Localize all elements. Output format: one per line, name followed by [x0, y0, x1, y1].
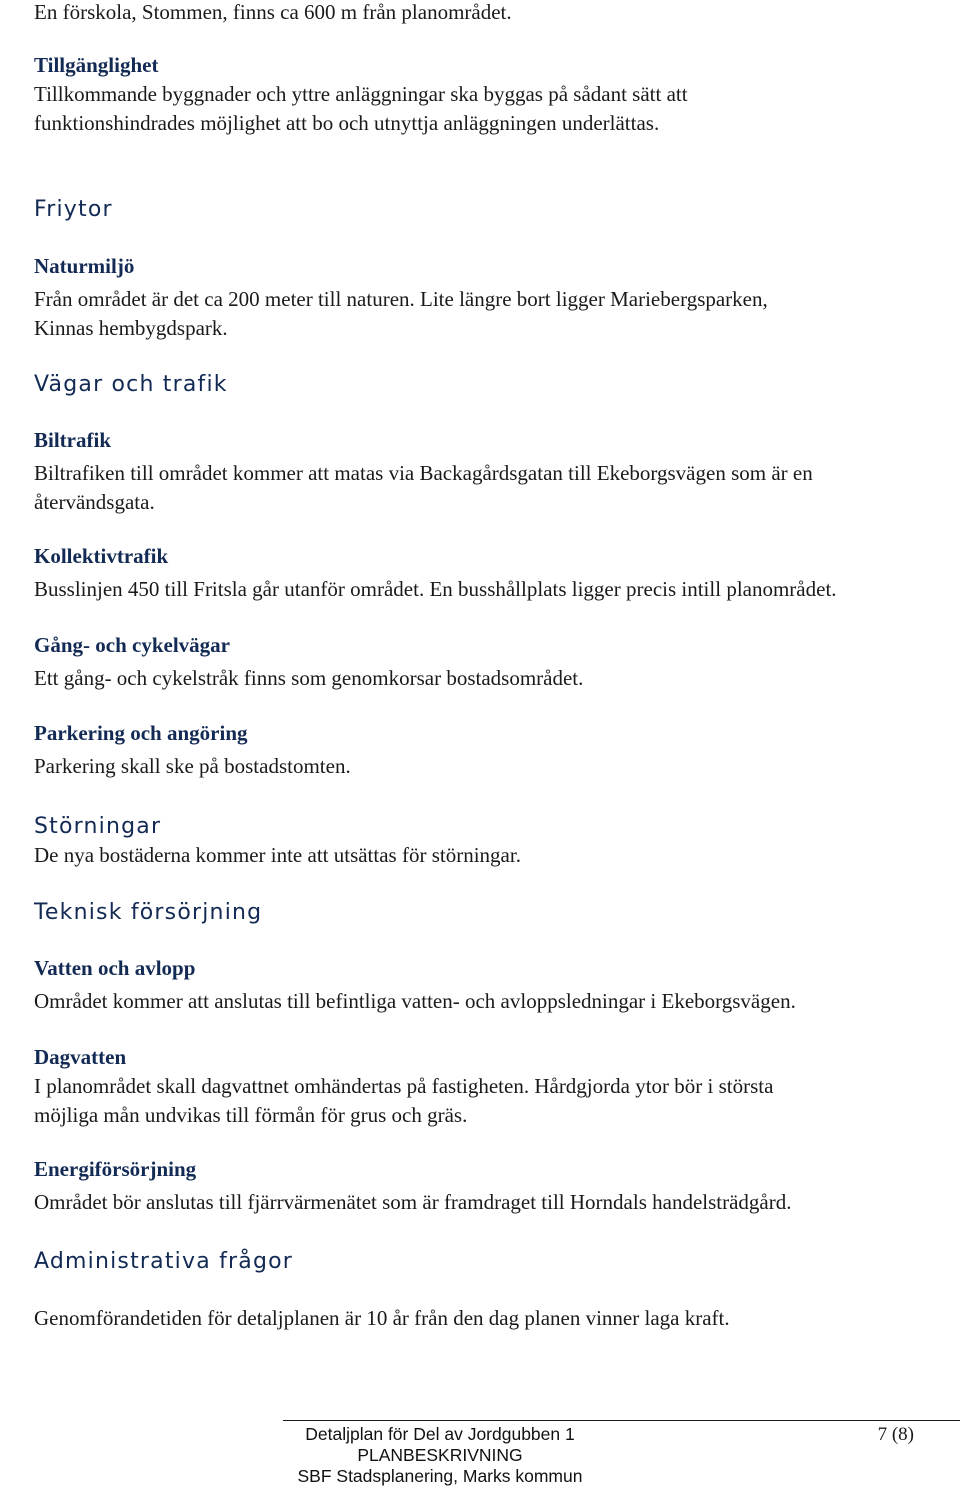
heading-dagvatten: Dagvatten: [34, 1045, 127, 1069]
paragraph-line: I planområdet skall dagvattnet omhändertas på fastigheten. Hårdgjorda ytor bör i största: [34, 1074, 774, 1098]
paragraph-line: Kinnas hembygdspark.: [34, 316, 228, 340]
footer-plan-title: Detaljplan för Del av Jordgubben 1: [305, 1424, 575, 1444]
section-heading-vagar: Vägar och trafik: [34, 372, 228, 397]
heading-parkering: Parkering och angöring: [34, 721, 248, 745]
heading-naturmiljo: Naturmiljö: [34, 254, 135, 278]
paragraph-line: Området kommer att anslutas till befintliga vatten- och avloppsledningar i Ekeborgsvägen.: [34, 989, 796, 1013]
section-vatten: [34, 954, 934, 1016]
heading-gang-cykel: Gång- och cykelvägar: [34, 633, 230, 657]
footer: [270, 1424, 610, 1487]
heading-energiforsorjning: Energiförsörjning: [34, 1157, 197, 1181]
heading-kollektivtrafik: Kollektivtrafik: [34, 544, 169, 568]
footer-organization: SBF Stadsplanering, Marks kommun: [297, 1466, 583, 1486]
paragraph-line: funktionshindrades möjlighet att bo och utnyttja anläggningen underlättas.: [34, 111, 660, 135]
paragraph-line: Ett gång- och cykelstråk finns som genomkorsar bostadsområdet.: [34, 666, 584, 690]
paragraph-line: Tillkommande byggnader och yttre anläggningar ska byggas på sådant sätt att: [34, 82, 688, 106]
heading-biltrafik: Biltrafik: [34, 428, 111, 452]
section-tillganglighet: [34, 51, 934, 138]
section-energi: [34, 1155, 934, 1217]
section-biltrafik: [34, 426, 934, 517]
page-number: 7 (8): [877, 1424, 914, 1445]
paragraph-line: Biltrafiken till området kommer att matas via Backagårdsgatan till Ekeborgsvägen som är en: [34, 461, 813, 485]
heading-tillganglighet: Tillgänglighet: [34, 53, 159, 77]
section-naturmiljo: [34, 252, 934, 343]
section-kollektivtrafik: [34, 542, 934, 604]
section-heading-friytor: Friytor: [34, 197, 113, 222]
section-gang-cykel: [34, 631, 934, 693]
intro-line: En förskola, Stommen, finns ca 600 m från planområdet.: [34, 0, 512, 24]
section-heading-storningar: Störningar: [34, 814, 162, 839]
paragraph-line: återvändsgata.: [34, 490, 155, 514]
paragraph-line: De nya bostäderna kommer inte att utsättas för störningar.: [34, 843, 521, 867]
paragraph-line: Parkering skall ske på bostadstomten.: [34, 754, 351, 778]
section-heading-teknisk: Teknisk försörjning: [34, 900, 263, 925]
heading-vatten-avlopp: Vatten och avlopp: [34, 956, 196, 980]
paragraph-line: möjliga mån undvikas till förmån för grus och gräs.: [34, 1103, 468, 1127]
footer-doc-type: PLANBESKRIVNING: [357, 1445, 523, 1465]
section-dagvatten: [34, 1043, 934, 1130]
paragraph-line: Området bör anslutas till fjärrvärmenätet som är framdraget till Horndals handelsträdgård.: [34, 1190, 792, 1214]
paragraph-line: Från området är det ca 200 meter till naturen. Lite längre bort ligger Mariebergsparken,: [34, 287, 768, 311]
section-storningar: [34, 814, 934, 870]
footer-divider: [283, 1420, 960, 1421]
section-parkering: [34, 719, 934, 781]
paragraph-line: Genomförandetiden för detaljplanen är 10 år från den dag planen vinner laga kraft.: [34, 1306, 730, 1330]
paragraph-line: Busslinjen 450 till Fritsla går utanför området. En busshållplats ligger precis intill planområdet.: [34, 577, 837, 601]
section-heading-administrativa: Administrativa frågor: [34, 1249, 294, 1274]
